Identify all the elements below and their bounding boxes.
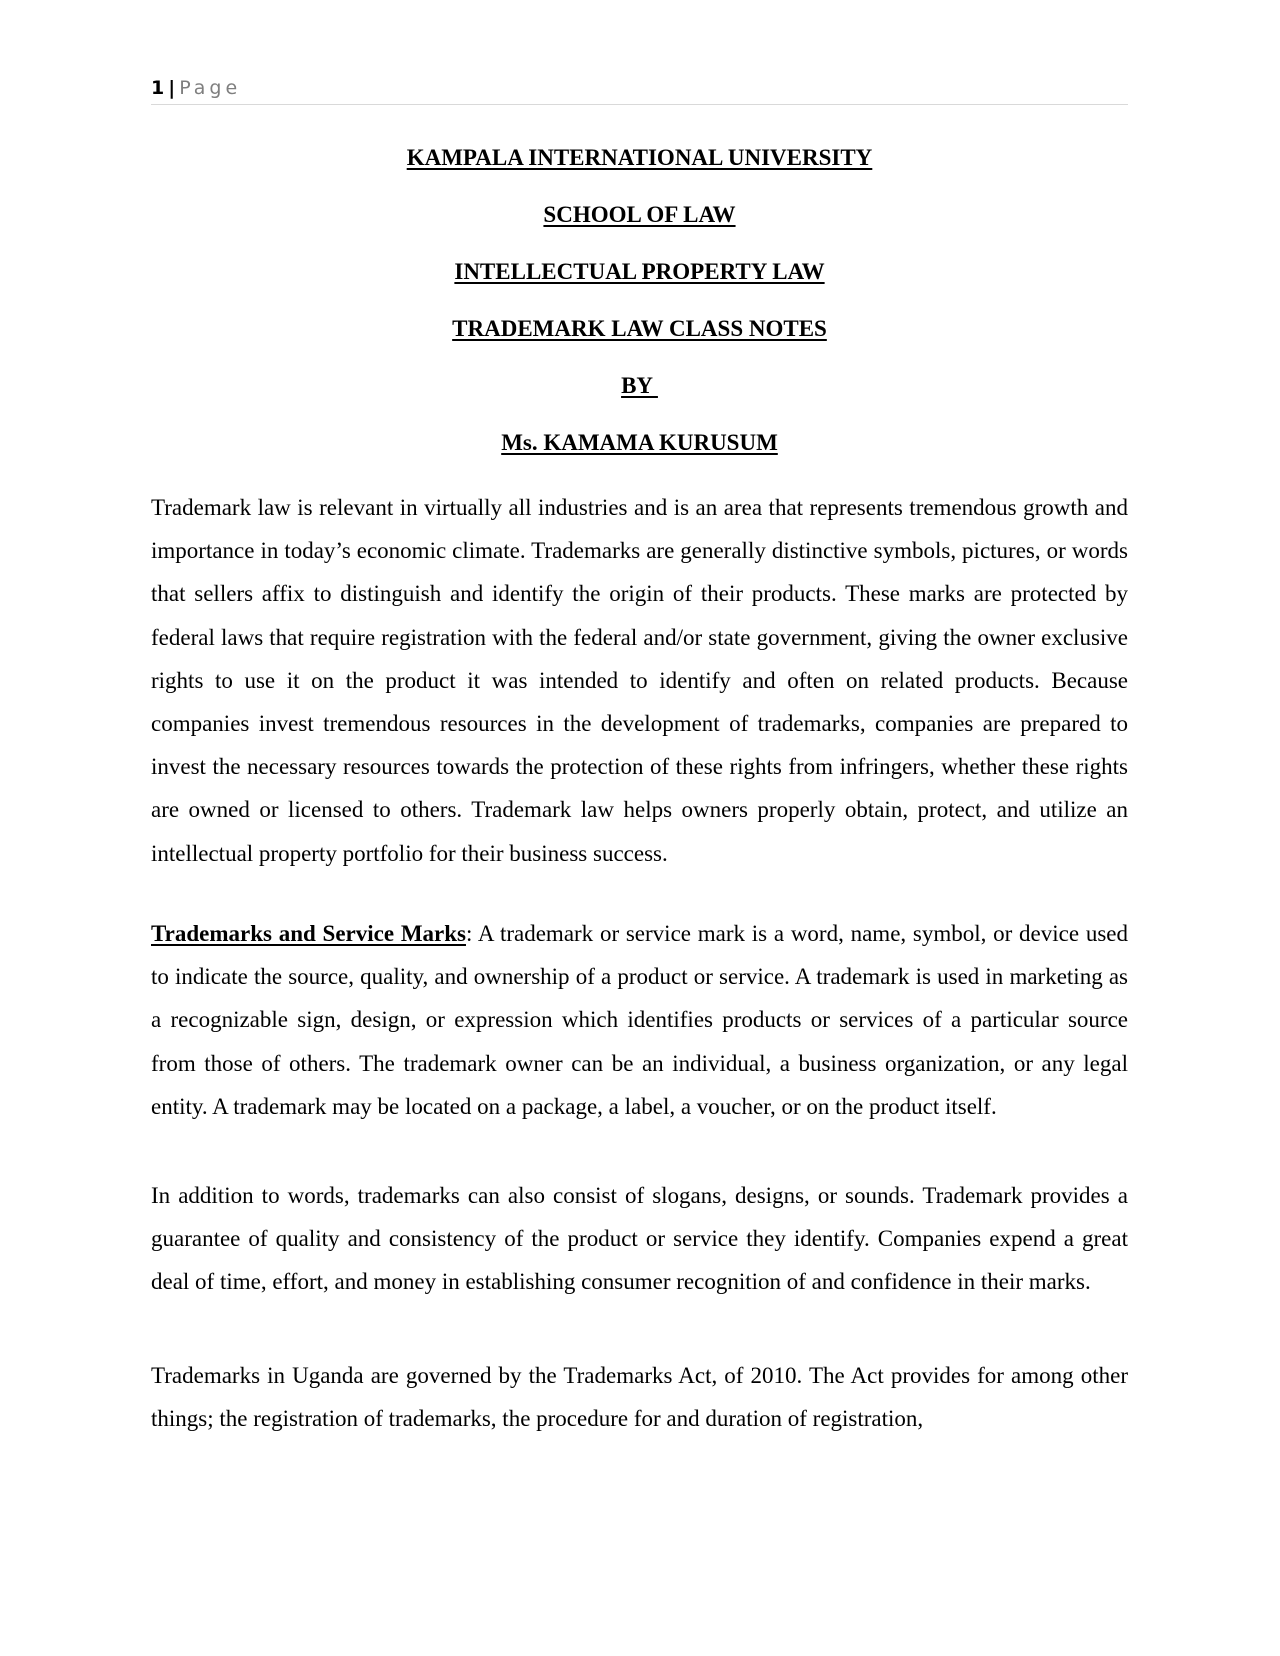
notes-title xyxy=(151,314,1128,344)
university-title-text: KAMPALA INTERNATIONAL UNIVERSITY xyxy=(406,145,873,170)
by-line xyxy=(151,371,1128,401)
marks-paragraph xyxy=(151,912,1128,1128)
page-separator: | xyxy=(168,77,176,99)
author-name-text: Ms. KAMAMA KURUSUM xyxy=(501,430,778,455)
intro-paragraph: Trademark law is relevant in virtually all industries and is an area that represents tremendous growth and importance in today’s economic climate. Trademarks are generally distinctive symbols, pictures, or words that sellers affix to distinguish and identify the origin of their products. These marks are protected by federal laws that require registration with the federal and/or state government, giving the owner exclusive rights to use it on the product it was intended to identify and often on related products. Because companies invest tremendous resources in the development of trademarks, companies are prepared to invest the necessary resources towards the protection of these rights from infringers, whether these rights are owned or licensed to others. Trademark law helps owners properly obtain, protect, and utilize an intellectual property portfolio for their business success. xyxy=(151,495,1128,866)
marks-heading: Trademarks and Service Marks xyxy=(151,921,466,946)
course-title-text: INTELLECTUAL PROPERTY LAW xyxy=(454,259,825,284)
notes-title-text: TRADEMARK LAW CLASS NOTES xyxy=(452,316,827,341)
addition-paragraph: In addition to words, trademarks can also consist of slogans, designs, or sounds. Trademark provides a guarantee of quality and consistency of the product or service they identify. Companies expend a great deal of time, effort, and money in establishing consumer recognition of and confidence in their marks. xyxy=(151,1183,1128,1295)
uganda-paragraph: Trademarks in Uganda are governed by the Trademarks Act, of 2010. The Act provides for among other things; the registration of trademarks, the procedure for and duration of registration, xyxy=(151,1363,1128,1432)
page-header xyxy=(151,74,1128,105)
school-title xyxy=(151,200,1128,230)
author-name xyxy=(151,428,1128,458)
page-label: Page xyxy=(179,77,242,99)
marks-text: : A trademark or service mark is a word, name, symbol, or device used to indicate the source, quality, and ownership of a product or service. A trademark is used in marketing as a recognizable sign, design, or expression which identifies products or services of a particular source from those of others. The trademark owner can be an individual, a business organization, or any legal entity. A trademark may be located on a package, a label, a voucher, or on the product itself. xyxy=(151,921,1128,1119)
page-number: 1 xyxy=(151,77,165,99)
course-title xyxy=(151,257,1128,287)
university-title xyxy=(151,143,1128,173)
by-line-text: BY xyxy=(621,373,658,398)
school-title-text: SCHOOL OF LAW xyxy=(543,202,736,227)
